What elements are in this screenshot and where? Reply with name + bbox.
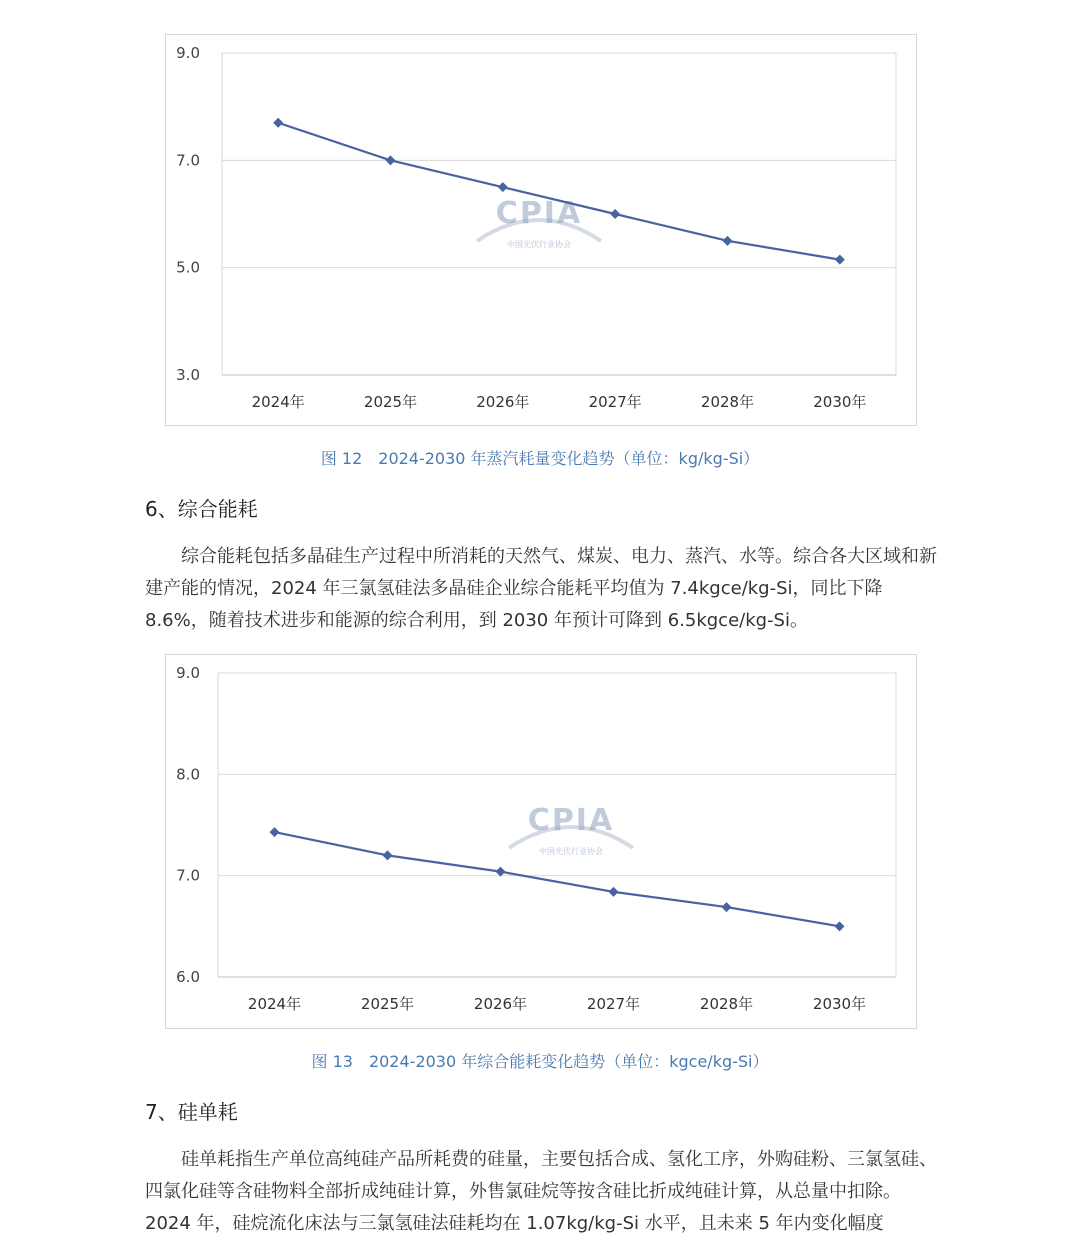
section-6-paragraph: 综合能耗包括多晶硅生产过程中所消耗的天然气、煤炭、电力、蒸汽、水等。综合各大区域和新建产能的情况，2024 年三氯氢硅法多晶硅企业综合能耗平均值为 7.4kgce/kg-Si，同比下降 8.6%，随着技术进步和能源的综合利用，到 2030 年预计可降到 6.5kgce/kg-Si。 [145, 546, 937, 631]
watermark-subtext: 中国光伏行业协会 [507, 240, 571, 249]
watermark-text: CPIA [495, 196, 583, 231]
x-tick-label: 2024年 [251, 393, 305, 411]
y-tick-label: 7.0 [176, 151, 200, 170]
y-tick-label: 3.0 [176, 366, 200, 384]
data-point [383, 850, 393, 860]
chart-13 [166, 655, 916, 1028]
y-tick-label: 7.0 [176, 866, 200, 885]
cpia-watermark [509, 803, 633, 856]
x-tick-label: 2026年 [473, 995, 528, 1013]
data-point [723, 236, 733, 246]
x-tick-label: 2024年 [247, 995, 302, 1013]
x-tick-label: 2025年 [363, 393, 418, 411]
y-tick-label: 8.0 [176, 765, 200, 784]
data-point [386, 155, 396, 165]
data-point [722, 902, 732, 912]
x-tick-label: 2030年 [812, 995, 867, 1013]
y-tick-label: 5.0 [176, 258, 200, 277]
data-point [498, 182, 508, 192]
watermark-subtext: 中国光伏行业协会 [539, 847, 603, 856]
y-tick-label: 9.0 [176, 664, 200, 682]
data-point [610, 209, 620, 219]
y-tick-label: 9.0 [176, 44, 200, 62]
x-tick-label: 2028年 [700, 393, 755, 411]
chart-13-frame [165, 654, 917, 1029]
x-tick-label: 2027年 [586, 995, 641, 1013]
x-tick-label: 2026年 [476, 393, 530, 411]
data-point [273, 118, 283, 128]
x-tick-label: 2028年 [699, 995, 754, 1013]
data-point [835, 921, 845, 931]
y-tick-label: 6.0 [176, 968, 200, 986]
cpia-watermark [477, 196, 601, 249]
chart-12-frame [165, 34, 917, 426]
data-point [835, 255, 845, 265]
x-tick-label: 2025年 [360, 995, 415, 1013]
section-7-heading: 7、硅单耗 [145, 1100, 238, 1124]
chart-12 [166, 35, 916, 425]
section-7-paragraph: 硅单耗指生产单位高纯硅产品所耗费的硅量，主要包括合成、氢化工序，外购硅粉、三氯氢硅、四氯化硅等含硅物料全部折成纯硅计算，外售氯硅烷等按含硅比折成纯硅计算，从总量中扣除。2024 年，硅烷流化床法与三氯氢硅法硅耗均在 1.07kg/kg-Si 水平，且未来 5 年内变化幅度 [145, 1149, 937, 1234]
x-tick-label: 2030年 [813, 393, 867, 411]
section-6-heading: 6、综合能耗 [145, 497, 258, 521]
watermark-text: CPIA [527, 803, 615, 838]
data-point [609, 887, 619, 897]
chart-12-caption: 图 12 2024-2030 年蒸汽耗量变化趋势（单位：kg/kg-Si） [320, 449, 760, 468]
x-tick-label: 2027年 [588, 393, 642, 411]
data-point [270, 827, 280, 837]
data-point [496, 867, 506, 877]
chart-13-caption: 图 13 2024-2030 年综合能耗变化趋势（单位：kgce/kg-Si） [311, 1052, 769, 1071]
